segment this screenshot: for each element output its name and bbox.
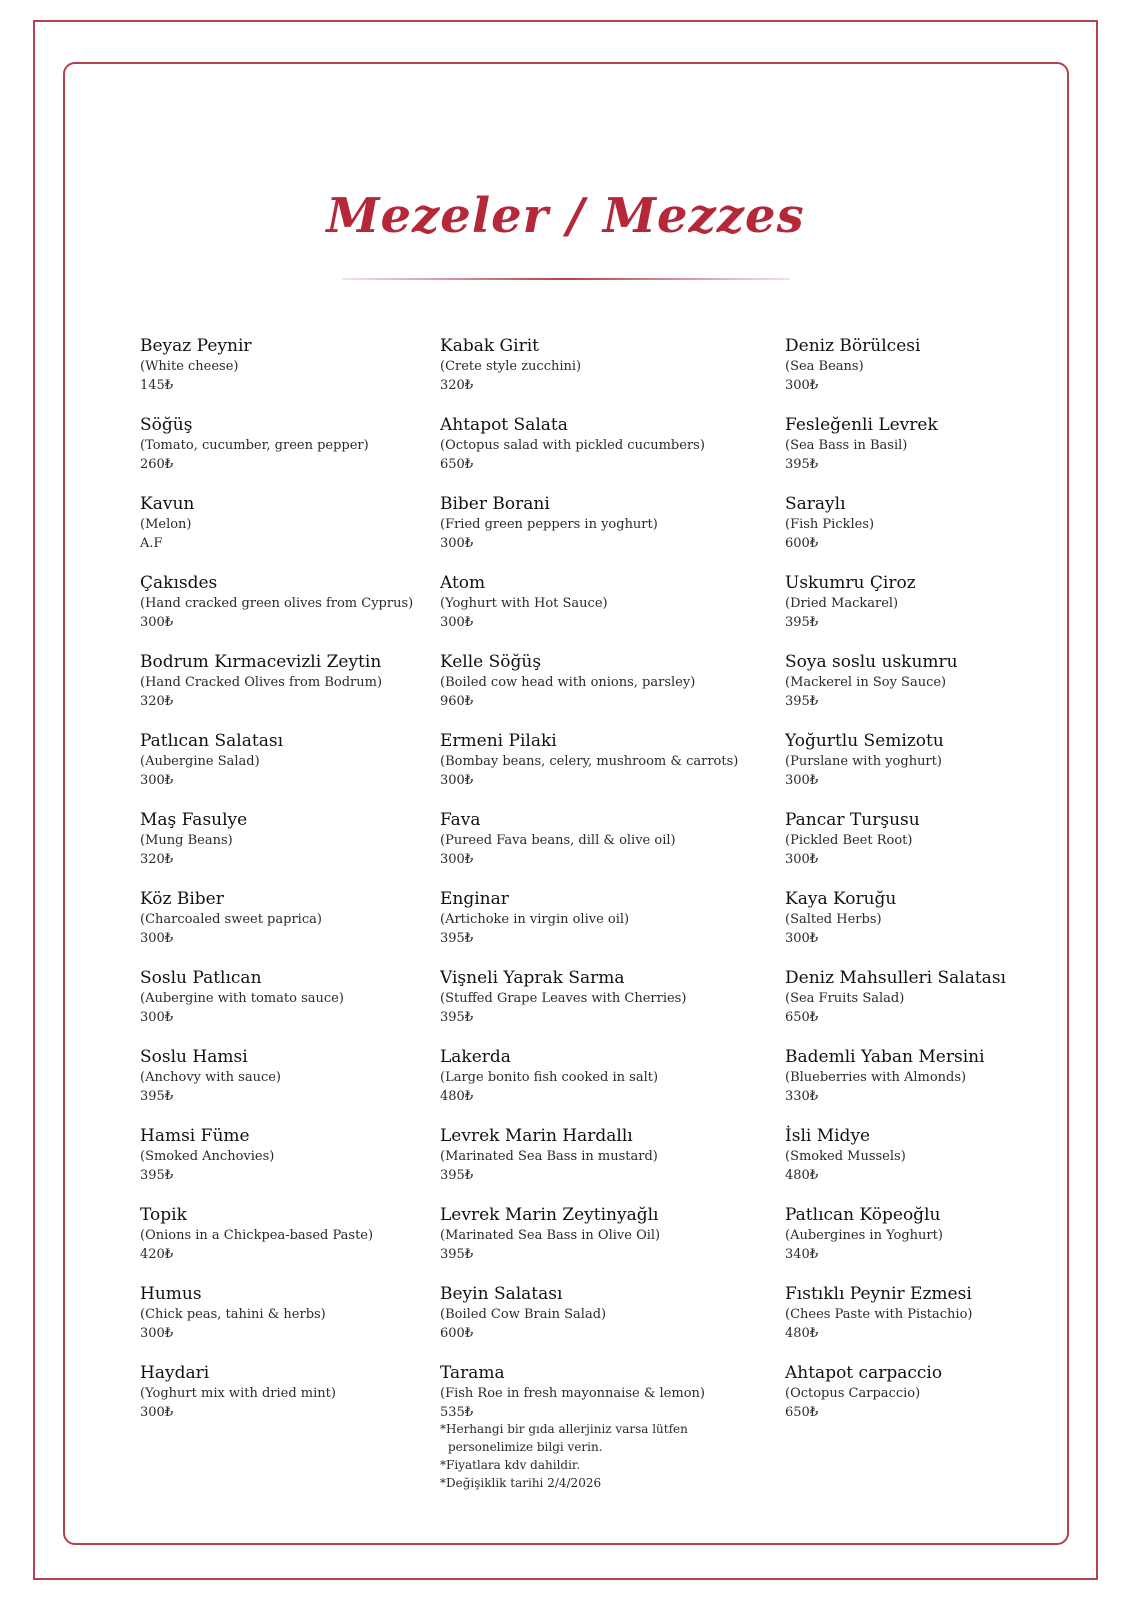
item-name: Uskumru Çiroz	[785, 573, 916, 593]
item-description: (Onions in a Chickpea-based Paste)	[140, 1228, 374, 1243]
vat-note: *Fiyatlara kdv dahildir.	[440, 1458, 581, 1472]
item-description: (Blueberries with Almonds)	[785, 1070, 967, 1085]
item-name: Pancar Turşusu	[785, 810, 920, 830]
footnotes	[440, 1420, 780, 1492]
menu-item	[785, 415, 1075, 494]
item-name: Soslu Patlıcan	[140, 968, 262, 988]
item-name: Yoğurtlu Semizotu	[785, 731, 944, 751]
item-description: (Marinated Sea Bass in mustard)	[440, 1149, 658, 1164]
item-description: (Fish Roe in fresh mayonnaise & lemon)	[440, 1386, 705, 1401]
item-price: 300₺	[140, 1326, 174, 1341]
menu-item	[785, 810, 1075, 889]
menu-item	[140, 810, 430, 889]
menu-item	[785, 731, 1075, 810]
item-price: 600₺	[440, 1326, 474, 1341]
item-description: (Pureed Fava beans, dill & olive oil)	[440, 833, 676, 848]
item-name: Levrek Marin Zeytinyağlı	[440, 1205, 659, 1225]
title-divider	[342, 278, 790, 280]
item-price: 300₺	[785, 931, 819, 946]
item-description: (Smoked Mussels)	[785, 1149, 906, 1164]
item-description: (Octopus Carpaccio)	[785, 1386, 921, 1401]
item-name: Kavun	[140, 494, 195, 514]
change-date-note: *Değişiklik tarihi 2/4/2026	[440, 1476, 602, 1490]
item-description: (Chick peas, tahini & herbs)	[140, 1307, 326, 1322]
item-name: Ahtapot carpaccio	[785, 1363, 943, 1383]
item-price: 300₺	[440, 773, 474, 788]
menu-item	[440, 1205, 780, 1284]
item-name: Bademli Yaban Mersini	[785, 1047, 985, 1067]
item-price: 480₺	[440, 1089, 474, 1104]
item-description: (Chees Paste with Pistachio)	[785, 1307, 973, 1322]
item-name: Bodrum Kırmacevizli Zeytin	[140, 652, 382, 672]
menu-item	[140, 731, 430, 810]
item-description: (Artichoke in virgin olive oil)	[440, 912, 630, 927]
item-description: (Salted Herbs)	[785, 912, 882, 927]
item-price: 300₺	[440, 852, 474, 867]
item-price: 395₺	[440, 1010, 474, 1025]
item-description: (Aubergines in Yoghurt)	[785, 1228, 943, 1243]
menu-item	[440, 336, 780, 415]
item-description: (Boiled Cow Brain Salad)	[440, 1307, 607, 1322]
item-price: 320₺	[140, 694, 174, 709]
item-name: Ermeni Pilaki	[440, 731, 557, 751]
item-description: (Aubergine with tomato sauce)	[140, 991, 344, 1006]
menu-item	[440, 652, 780, 731]
item-description: (Octopus salad with pickled cucumbers)	[440, 438, 705, 453]
menu-item	[785, 336, 1075, 415]
menu-item	[440, 415, 780, 494]
item-description: (Anchovy with sauce)	[140, 1070, 281, 1085]
item-price: 300₺	[785, 773, 819, 788]
item-description: (Purslane with yoghurt)	[785, 754, 942, 769]
item-price: 300₺	[140, 931, 174, 946]
item-price: 395₺	[440, 931, 474, 946]
allergy-note-cont: personelimize bilgi verin.	[448, 1440, 603, 1454]
item-price: 480₺	[785, 1326, 819, 1341]
item-price: 395₺	[785, 694, 819, 709]
item-price: 650₺	[785, 1405, 819, 1420]
item-price: 300₺	[440, 615, 474, 630]
menu-item	[785, 1363, 1075, 1442]
item-description: (Tomato, cucumber, green pepper)	[140, 438, 369, 453]
menu-item	[785, 1126, 1075, 1205]
menu-item	[140, 415, 430, 494]
item-price: 300₺	[785, 852, 819, 867]
item-description: (Bombay beans, celery, mushroom & carrots)	[440, 754, 739, 769]
item-description: (White cheese)	[140, 359, 239, 374]
item-description: (Hand cracked green olives from Cyprus)	[140, 596, 414, 611]
item-name: Beyin Salatası	[440, 1284, 563, 1304]
item-price: A.F	[140, 536, 163, 551]
item-price: 320₺	[140, 852, 174, 867]
menu-item	[785, 494, 1075, 573]
item-description: (Crete style zucchini)	[440, 359, 582, 374]
item-name: Köz Biber	[140, 889, 224, 909]
item-description: (Fried green peppers in yoghurt)	[440, 517, 658, 532]
item-description: (Pickled Beet Root)	[785, 833, 913, 848]
item-description: (Sea Bass in Basil)	[785, 438, 908, 453]
menu-item	[440, 573, 780, 652]
menu-item	[140, 1363, 430, 1442]
item-name: Soslu Hamsi	[140, 1047, 248, 1067]
item-description: (Boiled cow head with onions, parsley)	[440, 675, 696, 690]
item-price: 535₺	[440, 1405, 474, 1420]
item-price: 395₺	[785, 615, 819, 630]
menu-item	[440, 1363, 780, 1422]
item-name: Fıstıklı Peynir Ezmesi	[785, 1284, 972, 1304]
item-name: Deniz Börülcesi	[785, 336, 921, 356]
item-price: 395₺	[440, 1247, 474, 1262]
item-name: Biber Borani	[440, 494, 550, 514]
menu-item	[785, 1205, 1075, 1284]
menu-item	[440, 494, 780, 573]
menu-item	[785, 573, 1075, 652]
menu-item	[140, 1284, 430, 1363]
item-name: Söğüş	[140, 415, 193, 435]
item-description: (Hand Cracked Olives from Bodrum)	[140, 675, 383, 690]
item-name: Kabak Girit	[440, 336, 539, 356]
item-price: 300₺	[785, 378, 819, 393]
item-name: Patlıcan Köpeoğlu	[785, 1205, 941, 1225]
item-name: Fesleğenli Levrek	[785, 415, 938, 435]
item-name: Humus	[140, 1284, 202, 1304]
menu-item	[140, 1205, 430, 1284]
item-price: 260₺	[140, 457, 174, 472]
menu-item	[785, 1284, 1075, 1363]
item-description: (Smoked Anchovies)	[140, 1149, 275, 1164]
item-description: (Sea Beans)	[785, 359, 864, 374]
item-name: Enginar	[440, 889, 509, 909]
item-price: 300₺	[440, 536, 474, 551]
item-name: Vişneli Yaprak Sarma	[440, 968, 625, 988]
item-name: Soya soslu uskumru	[785, 652, 958, 672]
item-description: (Dried Mackarel)	[785, 596, 899, 611]
item-price: 600₺	[785, 536, 819, 551]
item-price: 300₺	[140, 615, 174, 630]
menu-item	[785, 889, 1075, 968]
menu-item	[140, 494, 430, 573]
menu-item	[440, 731, 780, 810]
item-name: Beyaz Peynir	[140, 336, 252, 356]
item-price: 330₺	[785, 1089, 819, 1104]
menu-item	[140, 336, 430, 415]
menu-item	[785, 1047, 1075, 1126]
menu-column-1	[140, 336, 430, 1442]
item-name: Saraylı	[785, 494, 846, 514]
menu-item	[140, 573, 430, 652]
item-name: Maş Fasulye	[140, 810, 248, 830]
item-description: (Melon)	[140, 517, 192, 532]
item-price: 395₺	[440, 1168, 474, 1183]
item-description: (Mackerel in Soy Sauce)	[785, 675, 947, 690]
item-description: (Sea Fruits Salad)	[785, 991, 905, 1006]
item-name: Lakerda	[440, 1047, 511, 1067]
item-price: 650₺	[440, 457, 474, 472]
item-description: (Charcoaled sweet paprica)	[140, 912, 322, 927]
item-price: 395₺	[140, 1089, 174, 1104]
item-price: 145₺	[140, 378, 174, 393]
item-name: İsli Midye	[785, 1126, 871, 1146]
item-name: Deniz Mahsulleri Salatası	[785, 968, 1006, 988]
menu-column-3	[785, 336, 1075, 1442]
item-description: (Aubergine Salad)	[140, 754, 260, 769]
item-price: 340₺	[785, 1247, 819, 1262]
item-description: (Large bonito fish cooked in salt)	[440, 1070, 659, 1085]
item-name: Levrek Marin Hardallı	[440, 1126, 633, 1146]
menu-item	[785, 652, 1075, 731]
item-name: Patlıcan Salatası	[140, 731, 284, 751]
allergy-note: *Herhangi bir gıda allerjiniz varsa lütfen	[440, 1422, 688, 1436]
item-name: Fava	[440, 810, 481, 830]
item-price: 300₺	[140, 1010, 174, 1025]
item-price: 960₺	[440, 694, 474, 709]
menu-item	[440, 1284, 780, 1363]
menu-item	[440, 1126, 780, 1205]
item-name: Çakısdes	[140, 573, 218, 593]
menu-item	[440, 1047, 780, 1126]
menu-item	[440, 968, 780, 1047]
menu-item	[440, 889, 780, 968]
item-name: Kaya Koruğu	[785, 889, 897, 909]
item-price: 480₺	[785, 1168, 819, 1183]
menu-item	[140, 652, 430, 731]
item-price: 300₺	[140, 1405, 174, 1420]
item-description: (Mung Beans)	[140, 833, 233, 848]
item-price: 420₺	[140, 1247, 174, 1262]
item-description: (Yoghurt with Hot Sauce)	[440, 596, 608, 611]
item-price: 395₺	[140, 1168, 174, 1183]
item-name: Hamsi Füme	[140, 1126, 250, 1146]
item-description: (Yoghurt mix with dried mint)	[140, 1386, 336, 1401]
item-price: 320₺	[440, 378, 474, 393]
menu-item	[140, 968, 430, 1047]
item-name: Tarama	[440, 1363, 505, 1383]
menu-column-2	[440, 336, 780, 1492]
menu-item	[140, 889, 430, 968]
item-name: Topik	[140, 1205, 187, 1225]
item-description: (Stuffed Grape Leaves with Cherries)	[440, 991, 687, 1006]
item-description: (Fish Pickles)	[785, 517, 875, 532]
item-price: 650₺	[785, 1010, 819, 1025]
menu-item	[440, 810, 780, 889]
menu-item	[140, 1047, 430, 1126]
item-description: (Marinated Sea Bass in Olive Oil)	[440, 1228, 661, 1243]
page-title: Mezeler / Mezzes	[326, 188, 805, 244]
item-name: Haydari	[140, 1363, 210, 1383]
item-price: 395₺	[785, 457, 819, 472]
item-name: Kelle Söğüş	[440, 652, 542, 672]
item-name: Ahtapot Salata	[440, 415, 568, 435]
item-name: Atom	[440, 573, 486, 593]
menu-item	[140, 1126, 430, 1205]
menu-item	[785, 968, 1075, 1047]
item-price: 300₺	[140, 773, 174, 788]
